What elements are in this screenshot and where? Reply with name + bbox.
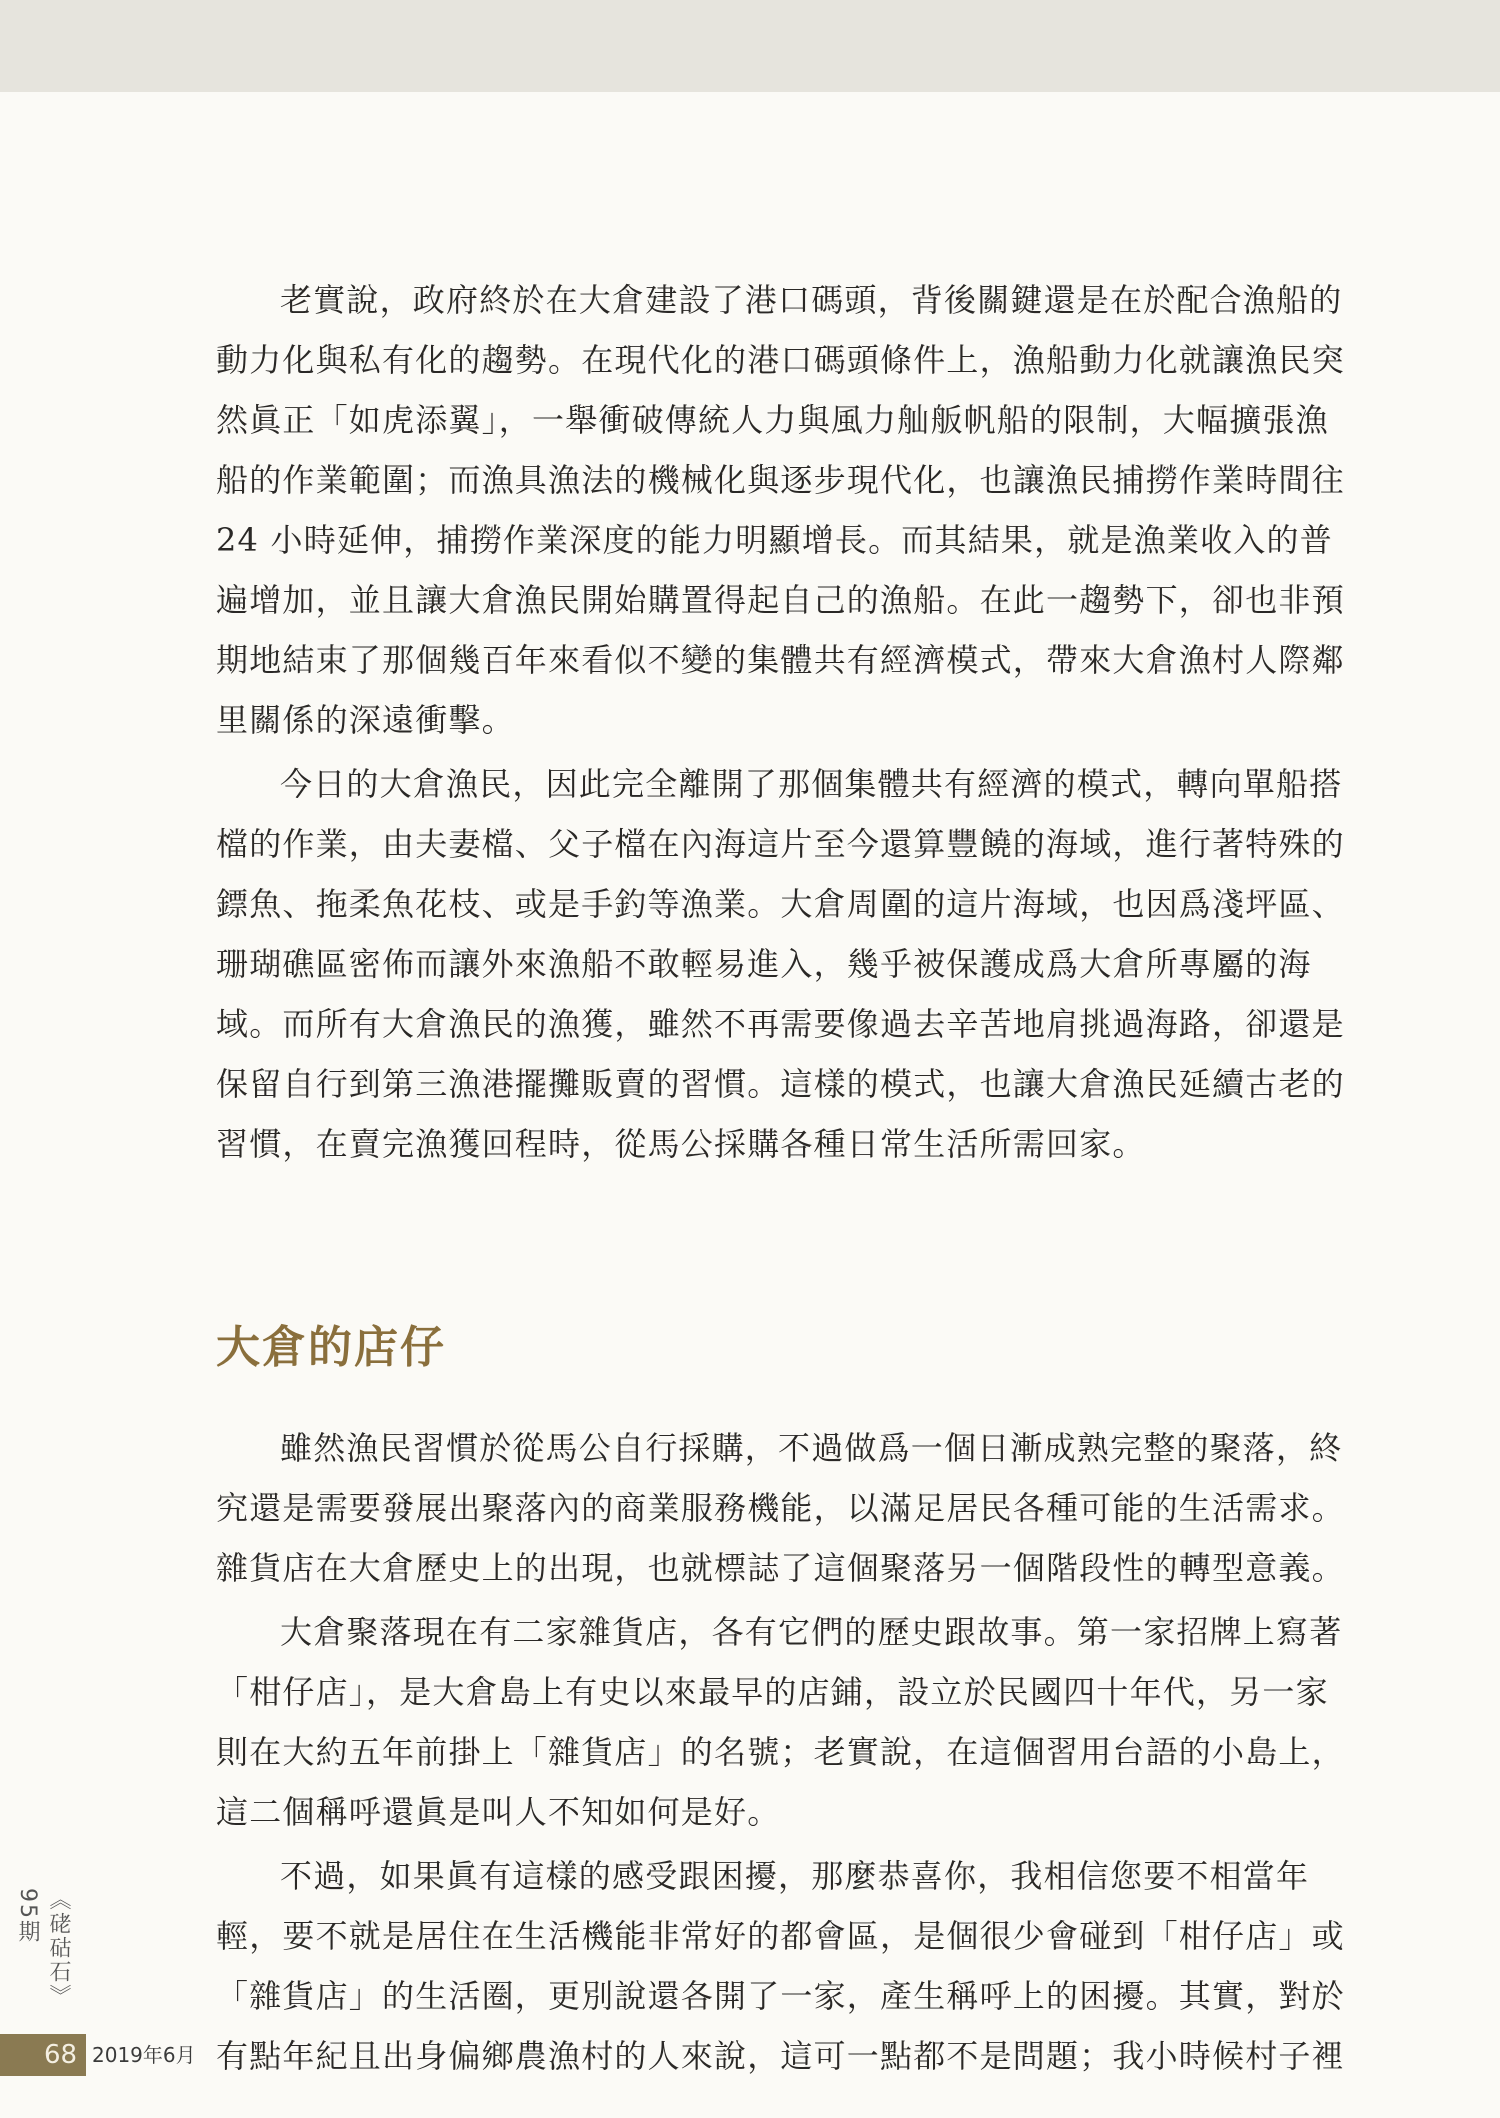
text-line: 保留自行到第三漁港擺攤販賣的習慣。這樣的模式，也讓大倉漁民延續古老的	[216, 1065, 1345, 1103]
text-line: 老實說，政府終於在大倉建設了港口碼頭，背後關鍵還是在於配合漁船的	[280, 281, 1343, 319]
text-line: 然眞正「如虎添翼」，一舉衝破傳統人力與風力舢舨帆船的限制，大幅擴張漁	[216, 401, 1329, 439]
publication-date: 2019年6月	[92, 2043, 196, 2067]
text-line: 鏢魚、拖柔魚花枝、或是手釣等漁業。大倉周圍的這片海域，也因爲淺坪區、	[216, 885, 1345, 923]
text-line: 雖然漁民習慣於從馬公自行採購，不過做爲一個日漸成熟完整的聚落，終	[280, 1429, 1343, 1467]
paragraph-2	[216, 754, 1345, 1174]
text-line: 動力化與私有化的趨勢。在現代化的港口碼頭條件上，漁船動力化就讓漁民突	[216, 341, 1345, 379]
text-line: 則在大約五年前掛上「雜貨店」的名號；老實說，在這個習用台語的小島上，	[216, 1733, 1345, 1771]
paragraph-4	[216, 1602, 1345, 1842]
page-number: 68	[44, 2040, 78, 2070]
text-line: 「雜貨店」的生活圈，更別說還各開了一家，產生稱呼上的困擾。其實，對於	[216, 1977, 1345, 2015]
text-line: 遍增加，並且讓大倉漁民開始購置得起自己的漁船。在此一趨勢下，卻也非預	[216, 581, 1345, 619]
text-line: 究還是需要發展出聚落內的商業服務機能，以滿足居民各種可能的生活需求。	[216, 1489, 1345, 1527]
text-line: 不過，如果眞有這樣的感受跟困擾，那麼恭喜你，我相信您要不相當年	[280, 1857, 1310, 1895]
text-line: 里關係的深遠衝擊。	[216, 701, 515, 739]
text-line: 船的作業範圍；而漁具漁法的機械化與逐步現代化，也讓漁民捕撈作業時間往	[216, 461, 1345, 499]
text-line: 這二個稱呼還眞是叫人不知如何是好。	[216, 1793, 781, 1831]
section-title: 大倉的店仔	[216, 1322, 446, 1373]
text-line: 檔的作業，由夫妻檔、父子檔在內海這片至今還算豐饒的海域，進行著特殊的	[216, 825, 1345, 863]
paragraph-3	[216, 1418, 1345, 1598]
text-line: 24 小時延伸，捕撈作業深度的能力明顯增長。而其結果，就是漁業收入的普	[216, 521, 1333, 559]
text-line: 輕，要不就是居住在生活機能非常好的都會區，是個很少會碰到「柑仔店」或	[216, 1917, 1345, 1955]
magazine-issue-label: 《硓𥑮石》95期	[15, 1888, 71, 2008]
text-line: 域。而所有大倉漁民的漁獲，雖然不再需要像過去辛苦地肩挑過海路，卻還是	[216, 1005, 1345, 1043]
text-line: 雜貨店在大倉歷史上的出現，也就標誌了這個聚落另一個階段性的轉型意義。	[216, 1549, 1345, 1587]
text-line: 「柑仔店」，是大倉島上有史以來最早的店鋪，設立於民國四十年代，另一家	[216, 1673, 1329, 1711]
text-line: 習慣，在賣完漁獲回程時，從馬公採購各種日常生活所需回家。	[216, 1125, 1146, 1163]
text-line: 期地結束了那個幾百年來看似不變的集體共有經濟模式，帶來大倉漁村人際鄰	[216, 641, 1345, 679]
article-body	[216, 270, 1345, 2086]
text-line: 今日的大倉漁民，因此完全離開了那個集體共有經濟的模式，轉向單船搭	[280, 765, 1343, 803]
paragraph-5	[216, 1846, 1345, 2086]
text-line: 大倉聚落現在有二家雜貨店，各有它們的歷史跟故事。第一家招牌上寫著	[280, 1613, 1343, 1651]
text-line: 珊瑚礁區密佈而讓外來漁船不敢輕易進入，幾乎被保護成爲大倉所專屬的海	[216, 945, 1312, 983]
scan-top-band	[0, 0, 1500, 92]
paragraph-1	[216, 270, 1345, 750]
text-line: 有點年紀且出身偏鄉農漁村的人來說，這可一點都不是問題；我小時候村子裡	[216, 2037, 1345, 2075]
